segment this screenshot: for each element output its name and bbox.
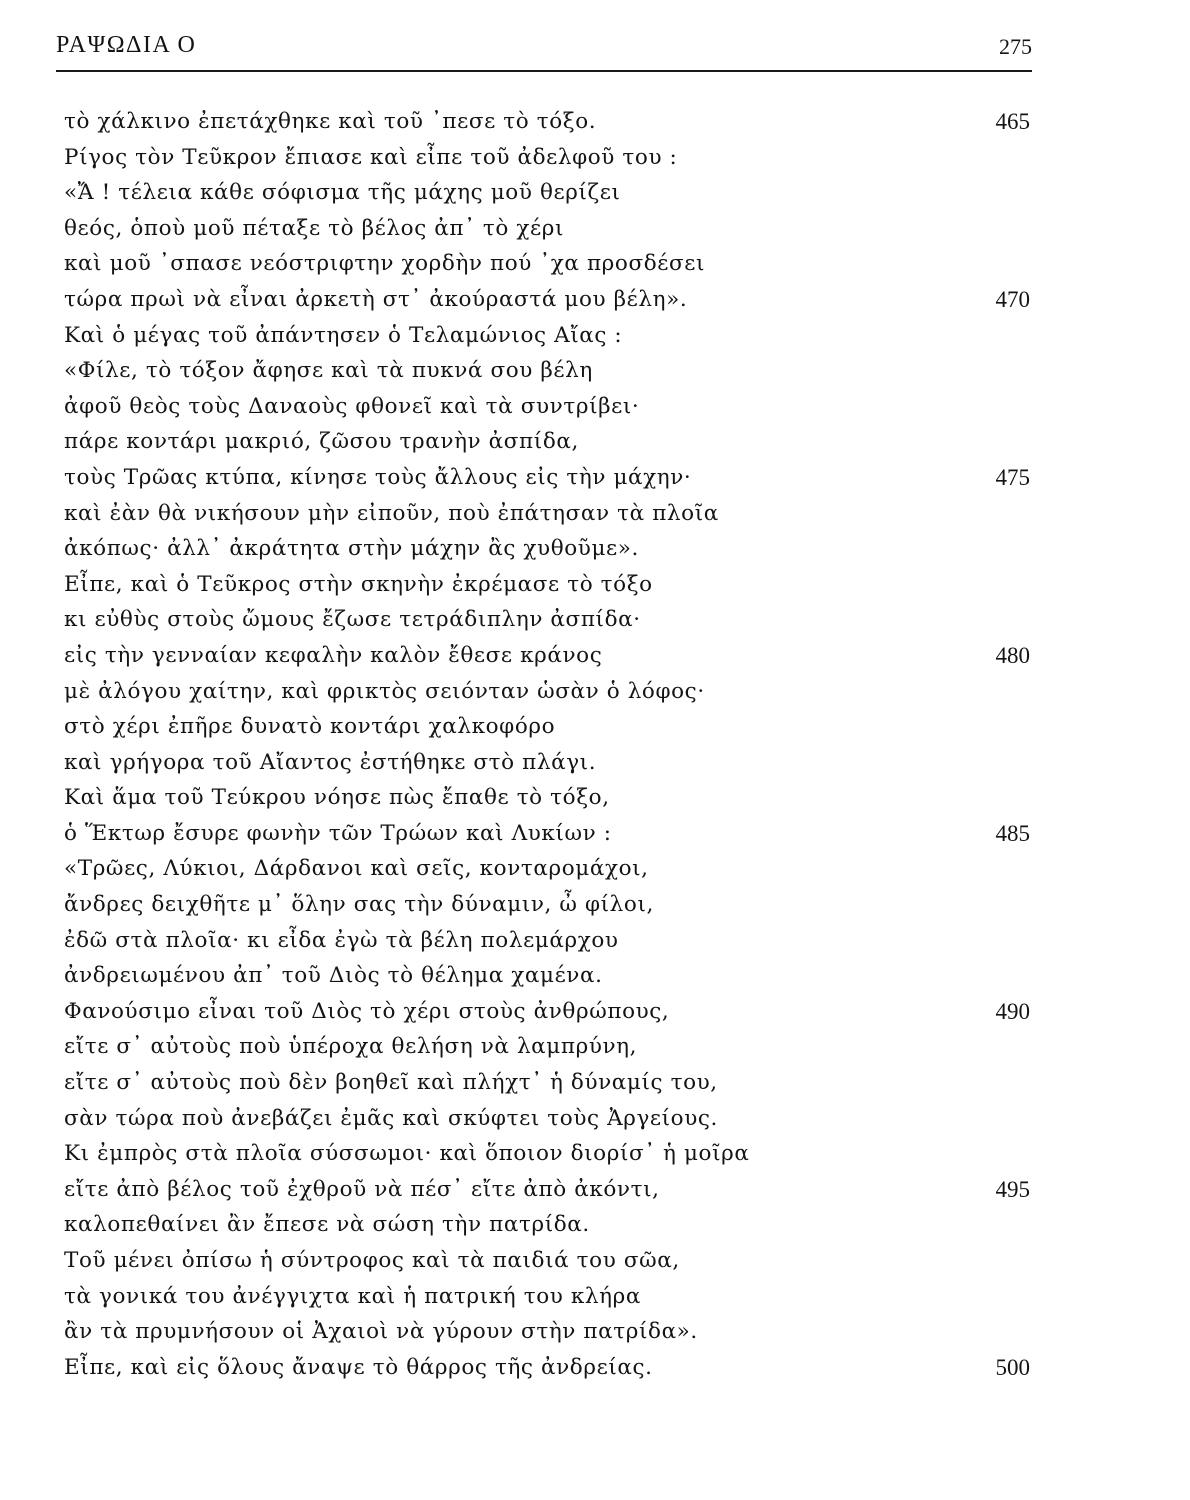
verse-line: [64, 211, 1030, 247]
line-number: 485: [995, 820, 1030, 846]
verse-line: [64, 424, 1030, 460]
verse-line: [64, 567, 1030, 603]
verse-text: ὁ Ἕκτωρ ἔσυρε φωνὴν τῶν Τρώων καὶ Λυκίων :: [64, 820, 612, 846]
verse-line: [64, 104, 1030, 140]
verse-line: [64, 1136, 1030, 1172]
verse-text: καὶ ἐὰν θὰ νικήσουν μὴν εἰποῦν, ποὺ ἐπάτησαν τὰ πλοῖα: [64, 500, 719, 526]
verse-line: [64, 745, 1030, 781]
verse-text: στὸ χέρι ἐπῆρε δυνατὸ κοντάρι χαλκοφόρο: [64, 714, 556, 740]
verse-line: [64, 638, 1030, 674]
verse-line: [64, 531, 1030, 567]
verse-text: τὰ γονικά του ἀνέγγιχτα καὶ ἡ πατρική του κλήρα: [64, 1283, 641, 1309]
line-number: 465: [995, 109, 1030, 134]
verse-text: ἂν τὰ πρυμνήσουν οἱ Ἀχαιοὶ νὰ γύρουν στὴν πατρίδα».: [64, 1319, 698, 1345]
verse-text: σὰν τώρα ποὺ ἀνεβάζει ἐμᾶς καὶ σκύφτει τοὺς Ἀργείους.: [64, 1105, 718, 1131]
verse-text: Τοῦ μένει ὀπίσω ἡ σύντροφος καὶ τὰ παιδιά του σῶα,: [64, 1248, 680, 1273]
verse-text: τοὺς Τρῶας κτύπα, κίνησε τοὺς ἄλλους εἰς τὴν μάχην·: [64, 464, 692, 490]
verse-text: πάρε κοντάρι μακριό, ζῶσου τρανὴν ἀσπίδα,: [64, 429, 579, 455]
verse-line: [64, 709, 1030, 745]
line-number: 470: [995, 286, 1030, 312]
verse-text: θεός, ὁποὺ μοῦ πέταξε τὸ βέλος ἀπ᾽ τὸ χέρι: [64, 215, 565, 241]
verse-text: τὸ χάλκινο ἐπετάχθηκε καὶ τοῦ ᾽πεσε τὸ τόξο.: [64, 109, 597, 134]
verse-text: καὶ γρήγορα τοῦ Αἴαντος ἐστήθηκε στὸ πλάγι.: [64, 749, 597, 775]
verse-line: [64, 958, 1030, 994]
verse-line: [64, 318, 1030, 354]
verse-text: ἀφοῦ θεὸς τοὺς Δαναοὺς φθονεῖ καὶ τὰ συντρίβει·: [64, 393, 640, 419]
verse-line: [64, 246, 1030, 282]
verse-line: [64, 1314, 1030, 1350]
verse-text: Καὶ ἅμα τοῦ Τεύκρου νόησε πὼς ἔπαθε τὸ τόξο,: [64, 785, 610, 811]
line-number: 500: [995, 1354, 1030, 1380]
verse-line: [64, 602, 1030, 638]
verse-line: [64, 887, 1030, 923]
verse-line: [64, 816, 1030, 852]
page-number: 275: [999, 34, 1032, 59]
verse-line: [64, 923, 1030, 959]
verse-line: [64, 496, 1030, 532]
verse-text: εἴτε σ᾽ αὐτοὺς ποὺ δὲν βοηθεῖ καὶ πλήχτ᾽ ἡ δύναμίς του,: [64, 1070, 718, 1096]
verse-line: [64, 674, 1030, 710]
verse-text: Καὶ ὁ μέγας τοῦ ἀπάντησεν ὁ Τελαμώνιος Αἴας :: [64, 322, 623, 348]
line-number: 490: [995, 998, 1030, 1024]
line-number: 475: [995, 464, 1030, 490]
verse-text: εἴτε ἀπὸ βέλος τοῦ ἐχθροῦ νὰ πέσ᾽ εἴτε ἀπὸ ἀκόντι,: [64, 1176, 660, 1202]
verse-line: [64, 1172, 1030, 1208]
verse-text: μὲ ἀλόγου χαίτην, καὶ φρικτὸς σειόνταν ὡσὰν ὁ λόφος·: [64, 678, 705, 704]
verse-line: [64, 780, 1030, 816]
verse-text: ἄνδρες δειχθῆτε μ᾽ ὅλην σας τὴν δύναμιν, ὦ φίλοι,: [64, 892, 654, 918]
verse-text: Εἶπε, καὶ εἰς ὅλους ἄναψε τὸ θάρρος τῆς ἀνδρείας.: [64, 1354, 653, 1380]
verse-line: [64, 1065, 1030, 1101]
verse-text: ἐδῶ στὰ πλοῖα· κι εἶδα ἐγὼ τὰ βέλη πολεμάρχου: [64, 927, 619, 953]
verse-line: [64, 1029, 1030, 1065]
verse-line: [64, 1350, 1030, 1386]
verse-text: Ρίγος τὸν Τεῦκρον ἔπιασε καὶ εἶπε τοῦ ἀδελφοῦ του :: [64, 144, 678, 170]
verse-line: [64, 851, 1030, 887]
line-number: 480: [995, 642, 1030, 668]
verse-text: καὶ μοῦ ᾽σπασε νεόστριφτην χορδὴν πού ᾽χα προσδέσει: [64, 251, 706, 277]
verse-text: κι εὐθὺς στοὺς ὤμους ἔζωσε τετράδιπλην ἀσπίδα·: [64, 607, 641, 633]
verse-text: «Φίλε, τὸ τόξον ἄφησε καὶ τὰ πυκνά σου βέλη: [64, 358, 593, 384]
book-title: ΡΑΨΩΔΙΑ Ο: [56, 32, 197, 58]
verse-text: Φανούσιμο εἶναι τοῦ Διὸς τὸ χέρι στοὺς ἀνθρώπους,: [64, 998, 670, 1024]
verse-text: καλοπεθαίνει ἂν ἔπεσε νὰ σώση τὴν πατρίδα.: [64, 1212, 590, 1238]
verse-line: [64, 1279, 1030, 1315]
verse-text: «Τρῶες, Λύκιοι, Δάρδανοι καὶ σεῖς, κονταρομάχοι,: [64, 856, 649, 882]
verse-text: Εἶπε, καὶ ὁ Τεῦκρος στὴν σκηνὴν ἐκρέμασε τὸ τόξο: [64, 571, 653, 597]
verse-text: εἴτε σ᾽ αὐτοὺς ποὺ ὑπέροχα θελήση νὰ λαμπρύνη,: [64, 1034, 638, 1060]
verse-line: [64, 1243, 1030, 1279]
verse-text: εἰς τὴν γενναίαν κεφαλὴν καλὸν ἔθεσε κράνος: [64, 642, 603, 668]
verse-line: [64, 460, 1030, 496]
running-head: [56, 30, 1032, 70]
verse-line: [64, 353, 1030, 389]
verse-text: «Ἄ ! τέλεια κάθε σόφισμα τῆς μάχης μοῦ θερίζει: [64, 180, 621, 206]
verse-text: Κι ἐμπρὸς στὰ πλοῖα σύσσωμοι· καὶ ὅποιον διορίσ᾽ ἡ μοῖρα: [64, 1141, 750, 1167]
verse-line: [64, 389, 1030, 425]
verse-line: [64, 140, 1030, 176]
verse-line: [64, 175, 1030, 211]
verse-text: τώρα πρωὶ νὰ εἶναι ἀρκετὴ στ᾽ ἀκούραστά μου βέλη».: [64, 286, 688, 312]
verse-line: [64, 1207, 1030, 1243]
verse-line: [64, 282, 1030, 318]
verse-list: [64, 104, 1030, 1385]
verse-text: ἀκόπως· ἀλλ᾽ ἀκράτητα στὴν μάχην ἂς χυθοῦμε».: [64, 536, 639, 562]
header-rule: [56, 70, 1032, 72]
verse-line: [64, 1101, 1030, 1137]
line-number: 495: [995, 1176, 1030, 1202]
verse-text: ἀνδρειωμένου ἀπ᾽ τοῦ Διὸς τὸ θέλημα χαμένα.: [64, 963, 603, 989]
verse-line: [64, 994, 1030, 1030]
